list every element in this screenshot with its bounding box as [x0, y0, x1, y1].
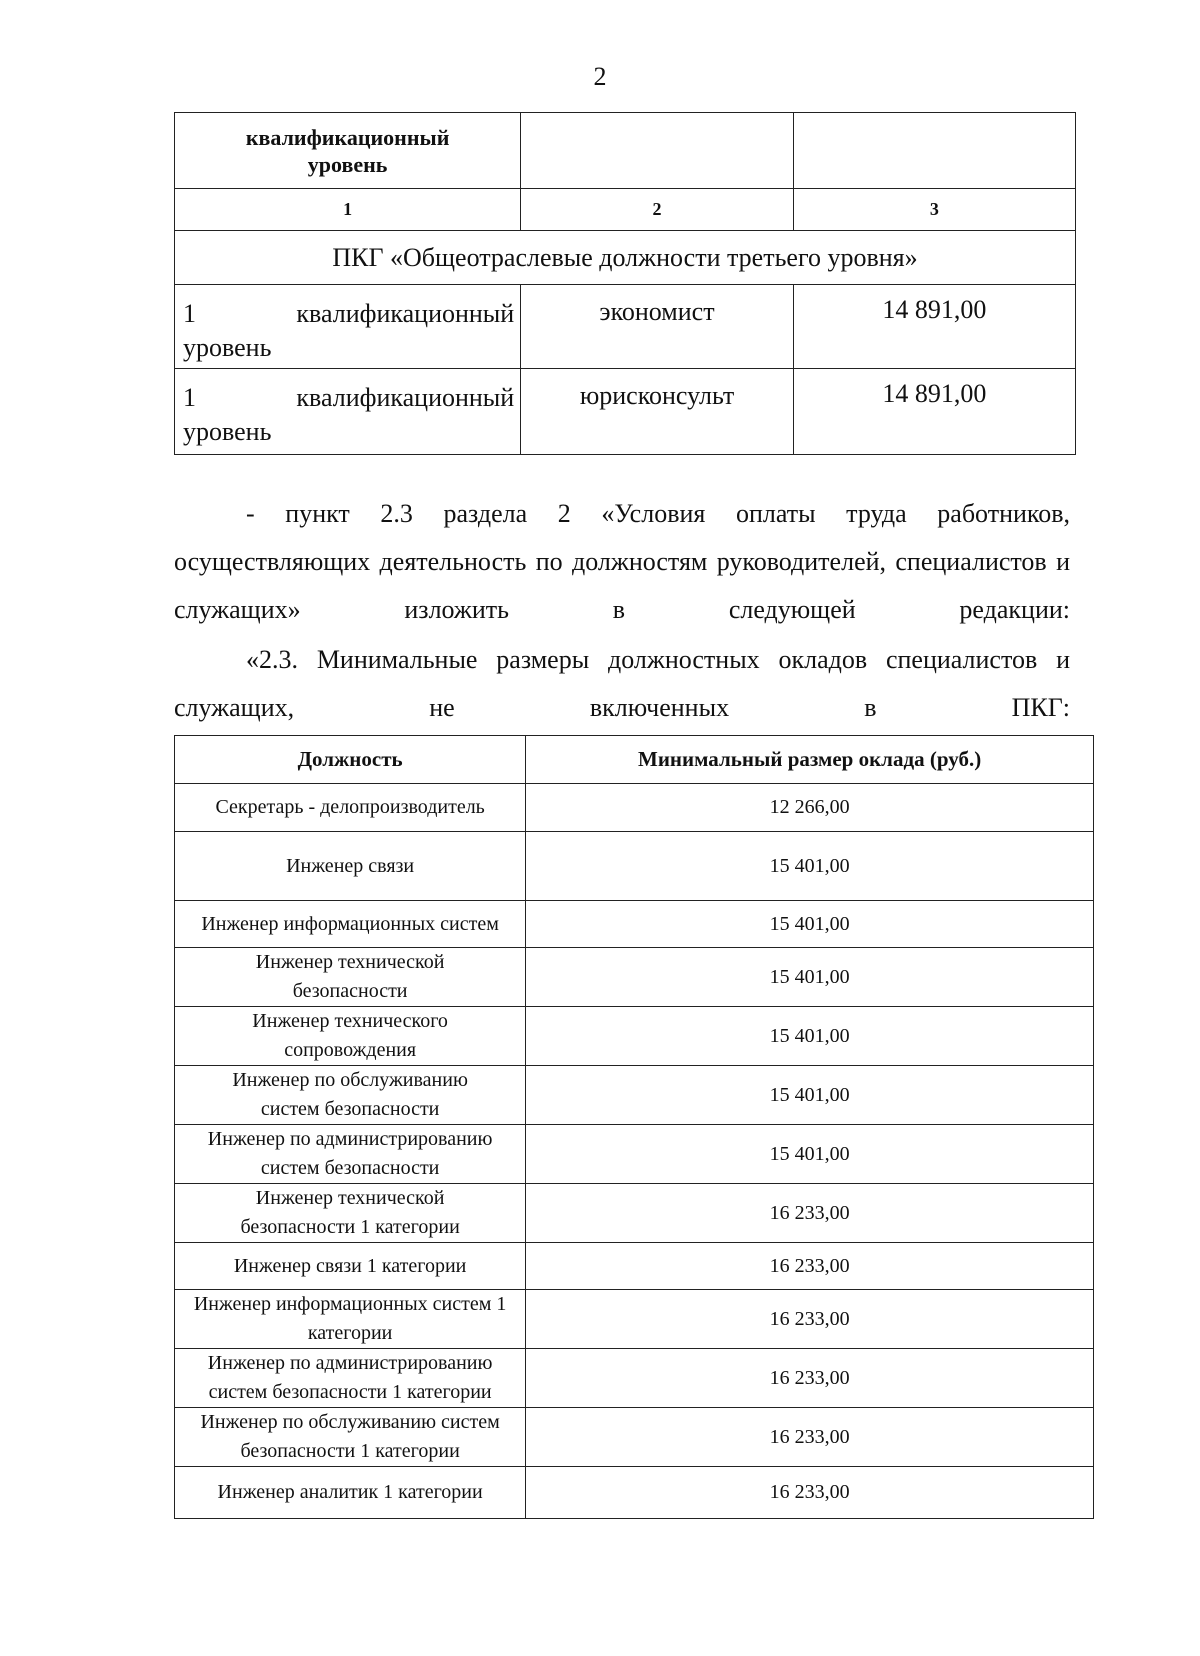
header-min-salary: Минимальный размер оклада (руб.): [526, 736, 1094, 784]
salary-cell: 15 401,00: [526, 1125, 1094, 1184]
salary-cell: 12 266,00: [526, 784, 1094, 832]
salary-cell: 16 233,00: [526, 1467, 1094, 1519]
paragraph-amendment: - пункт 2.3 раздела 2 «Условия оплаты труда работников, осуществляющих деятельность по должностям руководителей, специалистов и служащих» изложить в следующей редакции:: [174, 499, 1070, 624]
position-cell: Инженер по обслуживанию систем безопасности: [175, 1066, 526, 1125]
table-row: [175, 901, 1094, 948]
salary-table: [174, 735, 1094, 1519]
position-cell: Секретарь - делопроизводитель: [175, 784, 526, 832]
table-row: [175, 1066, 1094, 1125]
level-prefix: 1: [183, 299, 196, 328]
salary-cell: 16 233,00: [526, 1408, 1094, 1467]
header-qualification-level: квалификационный уровень: [175, 113, 521, 189]
page-number: 2: [593, 62, 607, 91]
group-title: ПКГ «Общеотраслевые должности третьего уровня»: [175, 231, 1076, 285]
level-word: квалификационный: [296, 383, 515, 412]
table-row: [175, 1243, 1094, 1290]
column-number: 1: [175, 189, 521, 231]
position-cell: Инженер по администрированию систем безопасности: [175, 1125, 526, 1184]
position-cell: Инженер информационных систем 1 категории: [175, 1290, 526, 1349]
salary-cell: 15 401,00: [526, 832, 1094, 901]
salary-cell: 16 233,00: [526, 1290, 1094, 1349]
header-position: Должность: [175, 736, 526, 784]
salary-cell: 16 233,00: [526, 1184, 1094, 1243]
level-word: квалификационный: [296, 299, 515, 328]
position-cell: Инженер технической безопасности 1 категории: [175, 1184, 526, 1243]
salary-cell: 15 401,00: [526, 1066, 1094, 1125]
level-first-line: [183, 297, 514, 331]
column-number: 3: [793, 189, 1075, 231]
qualification-level-cell: [175, 285, 521, 369]
table-row: [175, 784, 1094, 832]
position-cell: Инженер по администрированию систем безопасности 1 категории: [175, 1349, 526, 1408]
level-tail: уровень: [183, 333, 272, 362]
position-cell: Инженер связи: [175, 832, 526, 901]
table-row: [175, 369, 1076, 455]
group-row: [175, 231, 1076, 285]
position-cell: Инженер по обслуживанию систем безопасности 1 категории: [175, 1408, 526, 1467]
salary-cell: 15 401,00: [526, 1007, 1094, 1066]
position-cell: Инженер аналитик 1 категории: [175, 1467, 526, 1519]
header-col3: [793, 113, 1075, 189]
salary-cell: 15 401,00: [526, 901, 1094, 948]
column-number-row: [175, 189, 1076, 231]
table-row: [175, 1290, 1094, 1349]
salary-cell: 15 401,00: [526, 948, 1094, 1007]
table-row: [175, 1408, 1094, 1467]
position-cell: Инженер информационных систем: [175, 901, 526, 948]
position-cell: Инженер технической безопасности: [175, 948, 526, 1007]
salary-cell: 14 891,00: [793, 369, 1075, 455]
table-header-row: [175, 113, 1076, 189]
table-header-row: [175, 736, 1094, 784]
table-row: [175, 832, 1094, 901]
position-cell: экономист: [521, 285, 794, 369]
position-cell: Инженер связи 1 категории: [175, 1243, 526, 1290]
table-row: [175, 948, 1094, 1007]
table-row: [175, 1349, 1094, 1408]
table-row: [175, 1184, 1094, 1243]
salary-cell: 16 233,00: [526, 1243, 1094, 1290]
column-number: 2: [521, 189, 794, 231]
position-cell: юрисконсульт: [521, 369, 794, 455]
position-cell: Инженер технического сопровождения: [175, 1007, 526, 1066]
table-row: [175, 1125, 1094, 1184]
table-row: [175, 1007, 1094, 1066]
qualification-table: [174, 112, 1076, 455]
header-col2: [521, 113, 794, 189]
qualification-level-cell: [175, 369, 521, 455]
table-row: [175, 1467, 1094, 1519]
level-tail: уровень: [183, 417, 272, 446]
salary-cell: 14 891,00: [793, 285, 1075, 369]
paragraph-section-2-3: «2.3. Минимальные размеры должностных окладов специалистов и служащих, не включенных в ПКГ:: [174, 645, 1070, 722]
table-row: [175, 285, 1076, 369]
salary-cell: 16 233,00: [526, 1349, 1094, 1408]
level-prefix: 1: [183, 383, 196, 412]
level-first-line: [183, 381, 514, 415]
